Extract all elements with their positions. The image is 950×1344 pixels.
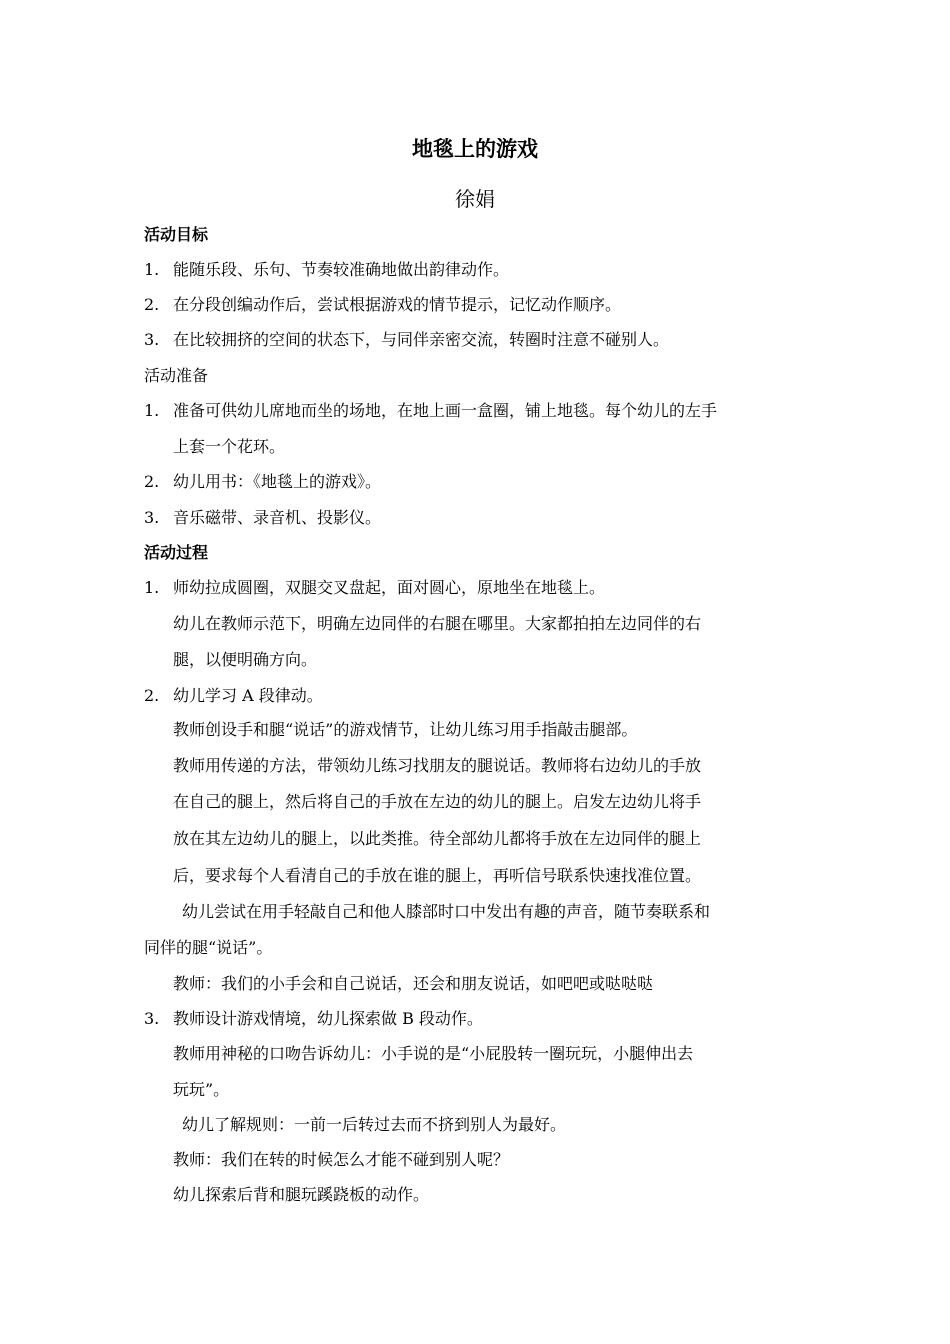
- prep-item-2: [144, 470, 814, 494]
- item-text: 准备可供幼儿席地而坐的场地，在地上画一盒圈，铺上地毯。每个幼儿的左手: [173, 401, 718, 420]
- goal-item-3: [144, 328, 814, 352]
- step2-paragraph-line: 同伴的腿“说话”。: [144, 938, 273, 957]
- step2-body-line: 教师用传递的方法，带领幼儿练习找朋友的腿说话。教师将右边幼儿的手放: [173, 756, 702, 775]
- item-number: 2.: [144, 686, 160, 705]
- step2-body-line: 放在其左边幼儿的腿上，以此类推。待全部幼儿都将手放在左边同伴的腿上: [173, 829, 702, 848]
- item-number: 1.: [144, 260, 160, 279]
- section-heading-goals: 活动目标: [144, 225, 209, 244]
- step3-last-line: 幼儿探索后背和腿玩蹊跷板的动作。: [173, 1185, 430, 1204]
- step2-paragraph-line: 幼儿尝试在用手轻敲自己和他人膝部时口中发出有趣的声音，随节奏联系和: [182, 902, 711, 921]
- process-step-1: [144, 576, 814, 600]
- prep-item-1-continued: 上套一个花环。: [173, 437, 286, 456]
- step2-body-line: 教师创设手和腿“说话”的游戏情节，让幼儿练习用手指敲击腿部。: [173, 720, 638, 739]
- item-number: 3.: [144, 1009, 160, 1028]
- step1-body-line: 腿，以便明确方向。: [173, 650, 318, 669]
- item-text: 在比较拥挤的空间的状态下，与同伴亲密交流，转圈时注意不碰别人。: [173, 330, 670, 349]
- item-text: 能随乐段、乐句、节奏较准确地做出韵律动作。: [173, 260, 510, 279]
- process-step-3: [144, 1007, 814, 1031]
- step1-body-line: 幼儿在教师示范下，明确左边同伴的右腿在哪里。大家都拍拍左边同伴的右: [173, 614, 702, 633]
- item-number: 1.: [144, 401, 160, 420]
- step3-teacher-line: 教师：我们在转的时候怎么才能不碰到别人呢？: [173, 1150, 510, 1169]
- item-number: 2.: [144, 295, 160, 314]
- prep-item-1: [144, 399, 814, 423]
- section-heading-prep: 活动准备: [144, 366, 209, 385]
- item-text: 教师设计游戏情境，幼儿探索做 B 段动作。: [173, 1009, 483, 1028]
- item-number: 2.: [144, 472, 160, 491]
- step2-teacher-line: 教师：我们的小手会和自己说话，还会和朋友说话，如吧吧或哒哒哒: [173, 974, 654, 993]
- item-text: 幼儿用书：《地毯上的游戏》。: [173, 472, 382, 491]
- document-title: 地毯上的游戏: [412, 137, 538, 161]
- prep-item-3: [144, 506, 814, 530]
- step2-body-line: 在自己的腿上，然后将自己的手放在左边的幼儿的腿上。启发左边幼儿将手: [173, 792, 702, 811]
- item-number: 3.: [144, 330, 160, 349]
- step3-body-line: 教师用神秘的口吻告诉幼儿：小手说的是“小屁股转一圈玩玩，小腿伸出去: [173, 1044, 694, 1063]
- item-text: 音乐磁带、录音机、投影仪。: [173, 508, 382, 527]
- item-text: 师幼拉成圆圈，双腿交叉盘起，面对圆心，原地坐在地毯上。: [173, 578, 606, 597]
- section-heading-process: 活动过程: [144, 543, 209, 562]
- item-number: 3.: [144, 508, 160, 527]
- document-author: 徐娟: [455, 187, 495, 211]
- item-text: 幼儿学习 A 段律动。: [173, 686, 323, 705]
- goal-item-2: [144, 293, 814, 317]
- goal-item-1: [144, 258, 814, 282]
- process-step-2: [144, 684, 814, 708]
- item-text: 在分段创编动作后，尝试根据游戏的情节提示，记忆动作顺序。: [173, 295, 622, 314]
- item-number: 1.: [144, 578, 160, 597]
- step2-body-line: 后，要求每个人看清自己的手放在谁的腿上，再听信号联系快速找准位置。: [173, 866, 702, 885]
- step3-rule-line: 幼儿了解规则：一前一后转过去而不挤到别人为最好。: [182, 1115, 567, 1134]
- step3-body-line: 玩玩”。: [173, 1080, 230, 1099]
